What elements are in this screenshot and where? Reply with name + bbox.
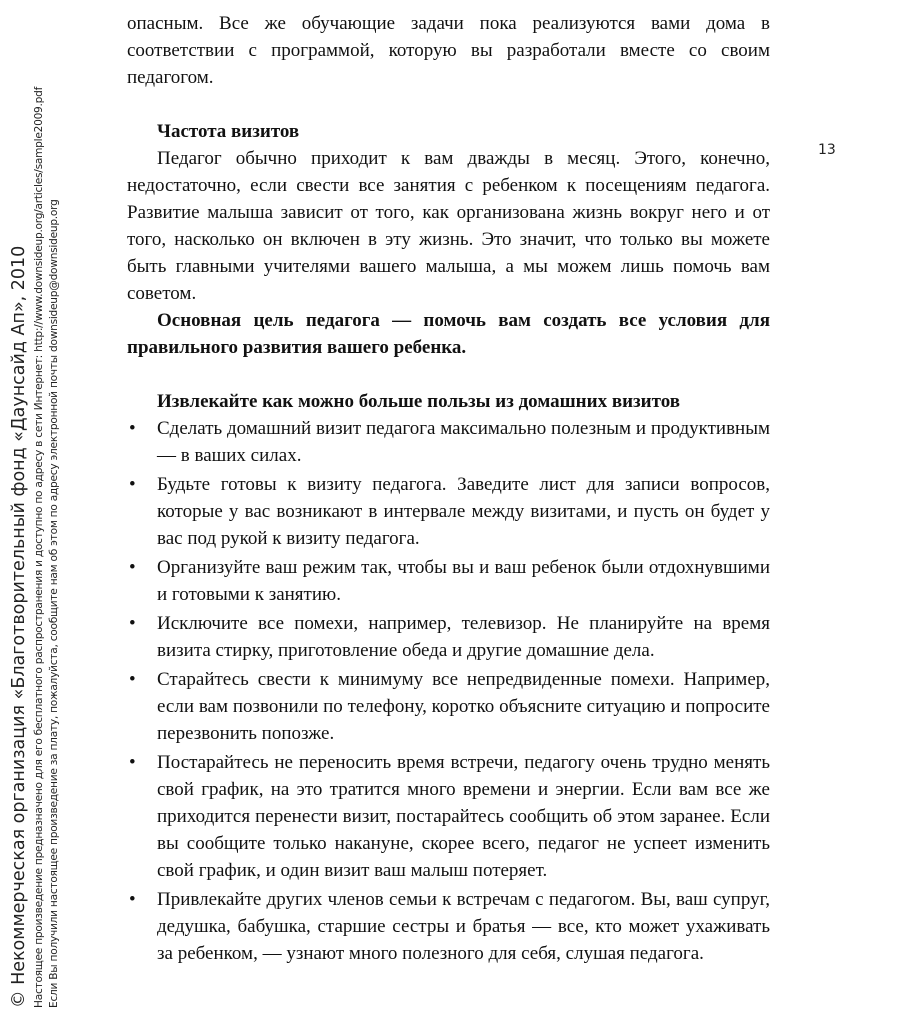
page-number: 13 bbox=[818, 142, 836, 158]
contact-notice: Если Вы получили настоящее произведение за плату, пожалуйста, сообщите нам об этом по адресу электронной почты downsideup@downsideup.org bbox=[48, 199, 60, 1008]
spacer bbox=[127, 91, 770, 118]
list-item-text: Будьте готовы к визиту педагога. Заведите лист для записи вопросов, которые у вас возникают в интервале между визитами, и пусть он будет у вас под рукой к визиту педагога. bbox=[157, 474, 770, 549]
bullet-icon: • bbox=[129, 669, 136, 690]
list-item bbox=[127, 610, 770, 664]
intro-paragraph: опасным. Все же обучающие задачи пока реализуются вами дома в соответствии с программой, которую вы разработали вместе со своим педагогом. bbox=[127, 13, 770, 88]
list-item bbox=[127, 749, 770, 884]
section-heading-visit-frequency: Частота визитов bbox=[157, 121, 300, 142]
copyright-line: © Некоммерческая организация «Благотворительный фонд «Даунсайд Ап», 2010 bbox=[9, 245, 29, 1008]
list-item bbox=[127, 666, 770, 747]
list-item bbox=[127, 886, 770, 967]
main-goal-paragraph: Основная цель педагога — помочь вам создать все условия для правильного развития вашего ребенка. bbox=[127, 310, 770, 358]
distribution-notice: Настоящее произведение предназначено для его бесплатного распространения и доступно по адресу в сети Интернет: http://www.downsideup.org/articles/sample2009.pdf bbox=[33, 86, 45, 1008]
spacer bbox=[127, 361, 770, 388]
bullet-icon: • bbox=[129, 889, 136, 910]
bullet-icon: • bbox=[129, 752, 136, 773]
copyright-sidebar bbox=[6, 0, 96, 1008]
list-item bbox=[127, 554, 770, 608]
bullet-icon: • bbox=[129, 474, 136, 495]
bullet-icon: • bbox=[129, 557, 136, 578]
tips-list bbox=[127, 415, 770, 967]
list-item-text: Сделать домашний визит педагога максимально полезным и продуктивным — в ваших силах. bbox=[157, 418, 770, 466]
list-item-text: Привлекайте других членов семьи к встречам с педагогом. Вы, ваш супруг, дедушка, бабушка, старшие сестры и братья — все, кто может ухаживать за ребенком, — узнают много полезного для себя, слушая педагога. bbox=[157, 889, 770, 964]
visit-frequency-paragraph: Педагог обычно приходит к вам дважды в месяц. Этого, конечно, недостаточно, если свести все занятия с ребенком к посещениям педагога. Развитие малыша зависит от того, как организована жизнь вокруг него и от того, насколько он включен в эту жизнь. Это значит, что только вы можете быть главными учителями вашего малыша, а мы можем лишь помочь вам советом. bbox=[127, 148, 770, 304]
list-item-text: Организуйте ваш режим так, чтобы вы и ваш ребенок были отдохнувшими и готовыми к занятию. bbox=[157, 557, 770, 605]
bullet-icon: • bbox=[129, 613, 136, 634]
bullet-icon: • bbox=[129, 418, 136, 439]
list-item bbox=[127, 415, 770, 469]
page-content bbox=[127, 10, 770, 969]
list-item-text: Постарайтесь не переносить время встречи, педагогу очень трудно менять свой график, на это тратится много времени и энергии. Если вам все же приходится перенести визит, постарайтесь сообщить об этом заранее. Если вы сообщите только накануне, скорее всего, педагог не успеет изменить свой график, и один визит ваш малыш потеряет. bbox=[157, 752, 770, 881]
list-item-text: Старайтесь свести к минимуму все непредвиденные помехи. Например, если вам позвонили по телефону, коротко объясните ситуацию и попросите перезвонить попозже. bbox=[157, 669, 770, 744]
section-heading-home-visits: Извлекайте как можно больше пользы из домашних визитов bbox=[157, 391, 680, 412]
list-item bbox=[127, 471, 770, 552]
list-item-text: Исключите все помехи, например, телевизор. Не планируйте на время визита стирку, приготовление обеда и другие домашние дела. bbox=[157, 613, 770, 661]
